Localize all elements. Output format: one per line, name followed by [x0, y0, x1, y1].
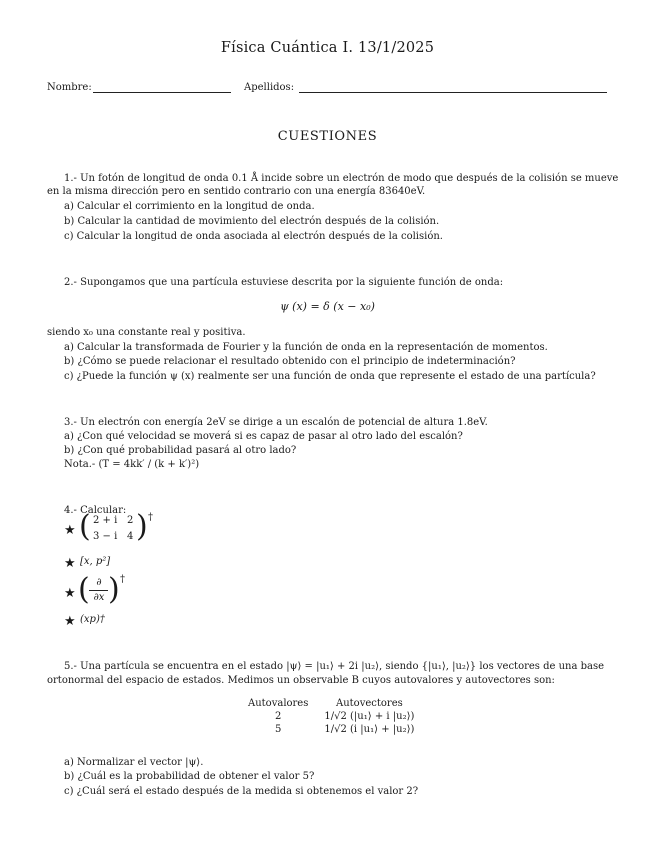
eigenvector: 1/√2 (i |u₁⟩ + |u₂⟩) [324, 724, 415, 735]
eigenvalue: 5 [275, 724, 282, 735]
eigenvector: 1/√2 (|u₁⟩ + i |u₂⟩) [324, 711, 415, 722]
partial-numerator: ∂ [96, 577, 102, 588]
q1-item-b: b) Calcular la cantidad de movimiento del electrón después de la colisión. [64, 216, 440, 227]
q3-item-b: b) ¿Con qué probabilidad pasará al otro lado? [64, 445, 297, 456]
q1-line2: en la misma dirección pero en sentido contrario con una energía 83640eV. [47, 186, 426, 197]
section-title: CUESTIONES [277, 129, 378, 144]
q2-intro: 2.- Supongamos que una partícula estuviese descrita por la siguiente función de onda: [64, 277, 504, 288]
star-icon: ★ [64, 586, 76, 601]
nombre-label: Nombre: [47, 82, 92, 93]
q2-item-b: b) ¿Cómo se puede relacionar el resultado obtenido con el principio de indeterminación? [64, 356, 516, 367]
q2-after: siendo x₀ una constante real y positiva. [47, 327, 246, 338]
matrix-entry-21: 3 − i [93, 531, 118, 542]
q3-item-a: a) ¿Con qué velocidad se moverá si es capaz de pasar al otro lado del escalón? [64, 431, 463, 442]
left-paren: ( [78, 572, 90, 607]
matrix-entry-11: 2 + i [93, 515, 118, 526]
q4-intro: 4.- Calcular: [64, 505, 127, 516]
table-row [240, 723, 422, 736]
apellidos-field-line[interactable] [299, 92, 607, 93]
dagger-symbol: † [120, 574, 125, 585]
right-paren: ) [108, 572, 120, 607]
q1-item-c: c) Calcular la longitud de onda asociada al electrón después de la colisión. [64, 231, 443, 242]
q5-item-a: a) Normalizar el vector |ψ⟩. [64, 757, 204, 768]
table-header-autovectores: Autovectores [336, 698, 403, 709]
q1-item-a: a) Calcular el corrimiento en la longitud de onda. [64, 201, 315, 212]
q3-nota: Nota.- (T = 4kk′ / (k + k′)²) [64, 459, 200, 470]
table-header-autovalores: Autovalores [248, 698, 309, 709]
dagger-symbol: † [148, 512, 153, 523]
eigen-table [240, 697, 422, 736]
star-icon: ★ [64, 556, 76, 571]
q5-line2: ortonormal del espacio de estados. Medimos un observable B cuyos autovalores y autovectores son: [47, 675, 555, 686]
matrix-entry-12: 2 [127, 515, 134, 526]
q5-line1: 5.- Una partícula se encuentra en el estado |ψ⟩ = |u₁⟩ + 2i |u₂⟩, siendo {|u₁⟩, |u₂⟩} los vectores de una base [64, 661, 605, 672]
q2-equation: ψ (x) = δ (x − x₀) [280, 300, 375, 313]
q2-item-c: c) ¿Puede la función ψ (x) realmente ser una función de onda que represente el estado de una partícula? [64, 371, 596, 382]
page-title: Física Cuántica I. 13/1/2025 [220, 40, 435, 56]
star-icon: ★ [64, 523, 76, 538]
star-icon: ★ [64, 614, 76, 629]
commutator: [x, p²] [80, 556, 111, 567]
left-paren: ( [79, 509, 91, 544]
q2-item-a: a) Calcular la transformada de Fourier y la función de onda en la representación de momentos. [64, 342, 548, 353]
table-row [240, 710, 422, 723]
right-paren: ) [136, 509, 148, 544]
xp-adjoint: (xp)† [80, 614, 105, 625]
partial-denominator: ∂x [93, 592, 105, 603]
q3-intro: 3.- Un electrón con energía 2eV se dirige a un escalón de potencial de altura 1.8eV. [64, 417, 488, 428]
nombre-field-line[interactable] [93, 92, 231, 93]
fraction-bar [89, 590, 108, 591]
q5-item-c: c) ¿Cuál será el estado después de la medida si obtenemos el valor 2? [64, 786, 419, 797]
q5-item-b: b) ¿Cuál es la probabilidad de obtener el valor 5? [64, 771, 315, 782]
q1-line1: 1.- Un fotón de longitud de onda 0.1 Å incide sobre un electrón de modo que después de la colisión se mueve [64, 173, 619, 184]
matrix-entry-22: 4 [127, 531, 134, 542]
apellidos-label: Apellidos: [244, 82, 295, 93]
eigenvalue: 2 [275, 711, 282, 722]
